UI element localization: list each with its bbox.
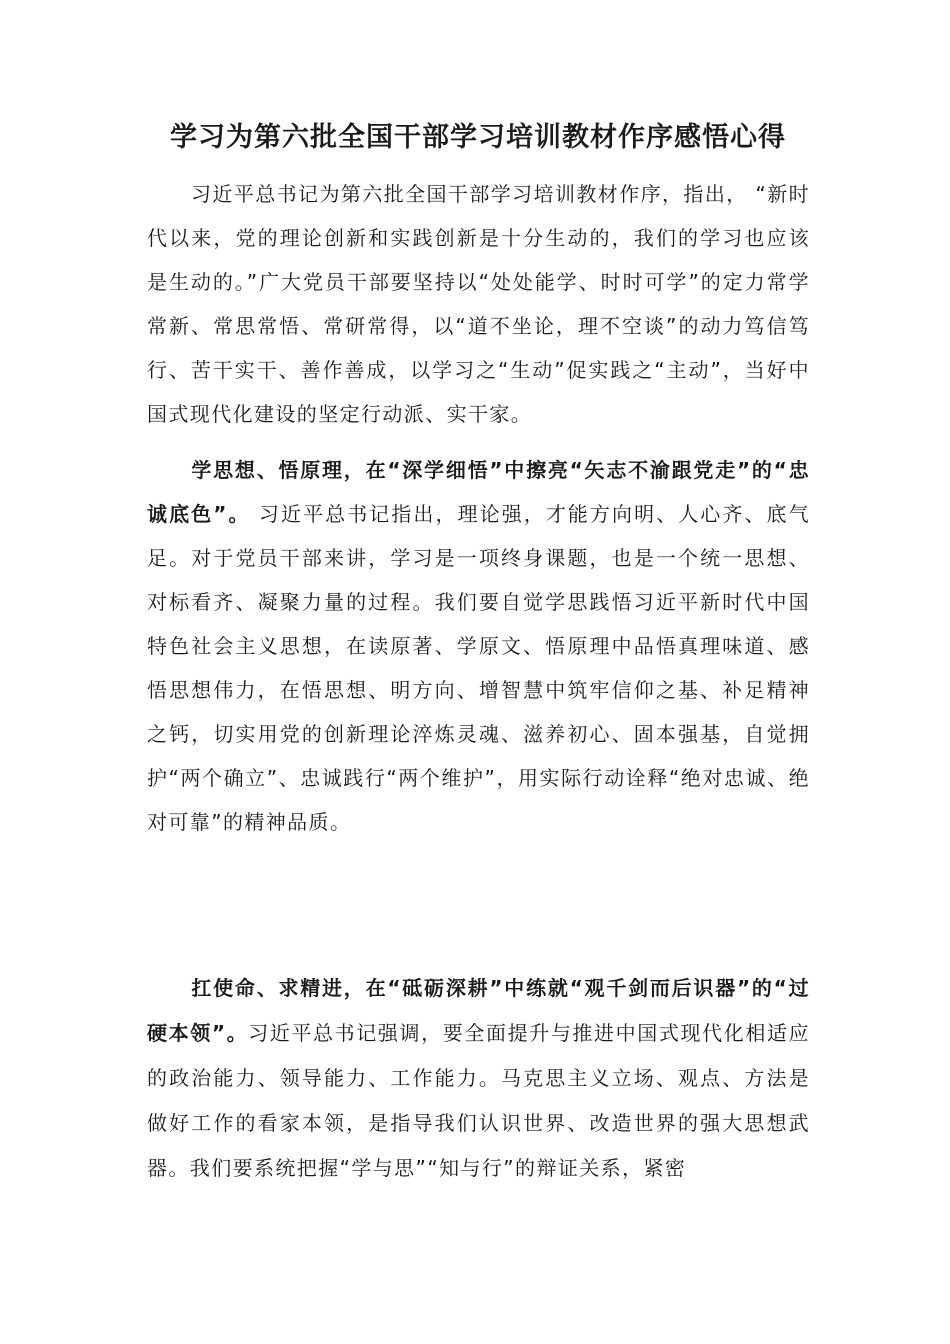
paragraph-lead: 学思想、悟原理，在“深学细悟”中擦亮“矢志不渝跟党走”的“忠诚底色”。	[147, 458, 810, 526]
paragraph-section-2	[147, 966, 810, 1191]
paragraph-intro	[147, 172, 810, 436]
paragraph-body: 习近平总书记指出，理论强，才能方向明、人心齐、底气足。对于党员干部来讲，学习是一项终身课题，也是一个统一思想、对标看齐、凝聚力量的过程。我们要自觉学思践悟习近平新时代中国特色社会主义思想，在读原著、学原文、悟原理中品悟真理味道、感悟思想伟力，在悟思想、明方向、增智慧中筑牢信仰之基、补足精神之钙，切实用党的创新理论淬炼灵魂、滋养初心、固本强基，自觉拥护“两个确立”、忠诚践行“两个维护”，用实际行动诠释“绝对忠诚、绝对可靠”的精神品质。	[147, 502, 810, 834]
paragraph-lead: 扛使命、求精进，在“砥砺深耕”中练就“观千剑而后识器”的“过硬本领”。	[147, 976, 810, 1045]
paragraph-body: 习近平总书记强调，要全面提升与推进中国式现代化相适应的政治能力、领导能力、工作能力。马克思主义立场、观点、方法是做好工作的看家本领，是指导我们认识世界、改造世界的强大思想武器。我们要系统把握“学与思”“知与行”的辩证关系，紧密	[147, 1021, 810, 1180]
paragraph-section-1	[147, 448, 810, 844]
paragraph-body: 习近平总书记为第六批全国干部学习培训教材作序，指出， “新时代以来，党的理论创新和实践创新是十分生动的，我们的学习也应该是生动的。”广大党员干部要坚持以“处处能学、时时可学”的定力常学常新、常思常悟、常研常得，以“道不坐论，理不空谈”的动力笃信笃行、苦干实干、善作善成，以学习之“生动”促实践之“主动”，当好中国式现代化建设的坚定行动派、实干家。	[147, 182, 810, 426]
document-title: 学习为第六批全国干部学习培训教材作序感悟心得	[170, 122, 786, 153]
